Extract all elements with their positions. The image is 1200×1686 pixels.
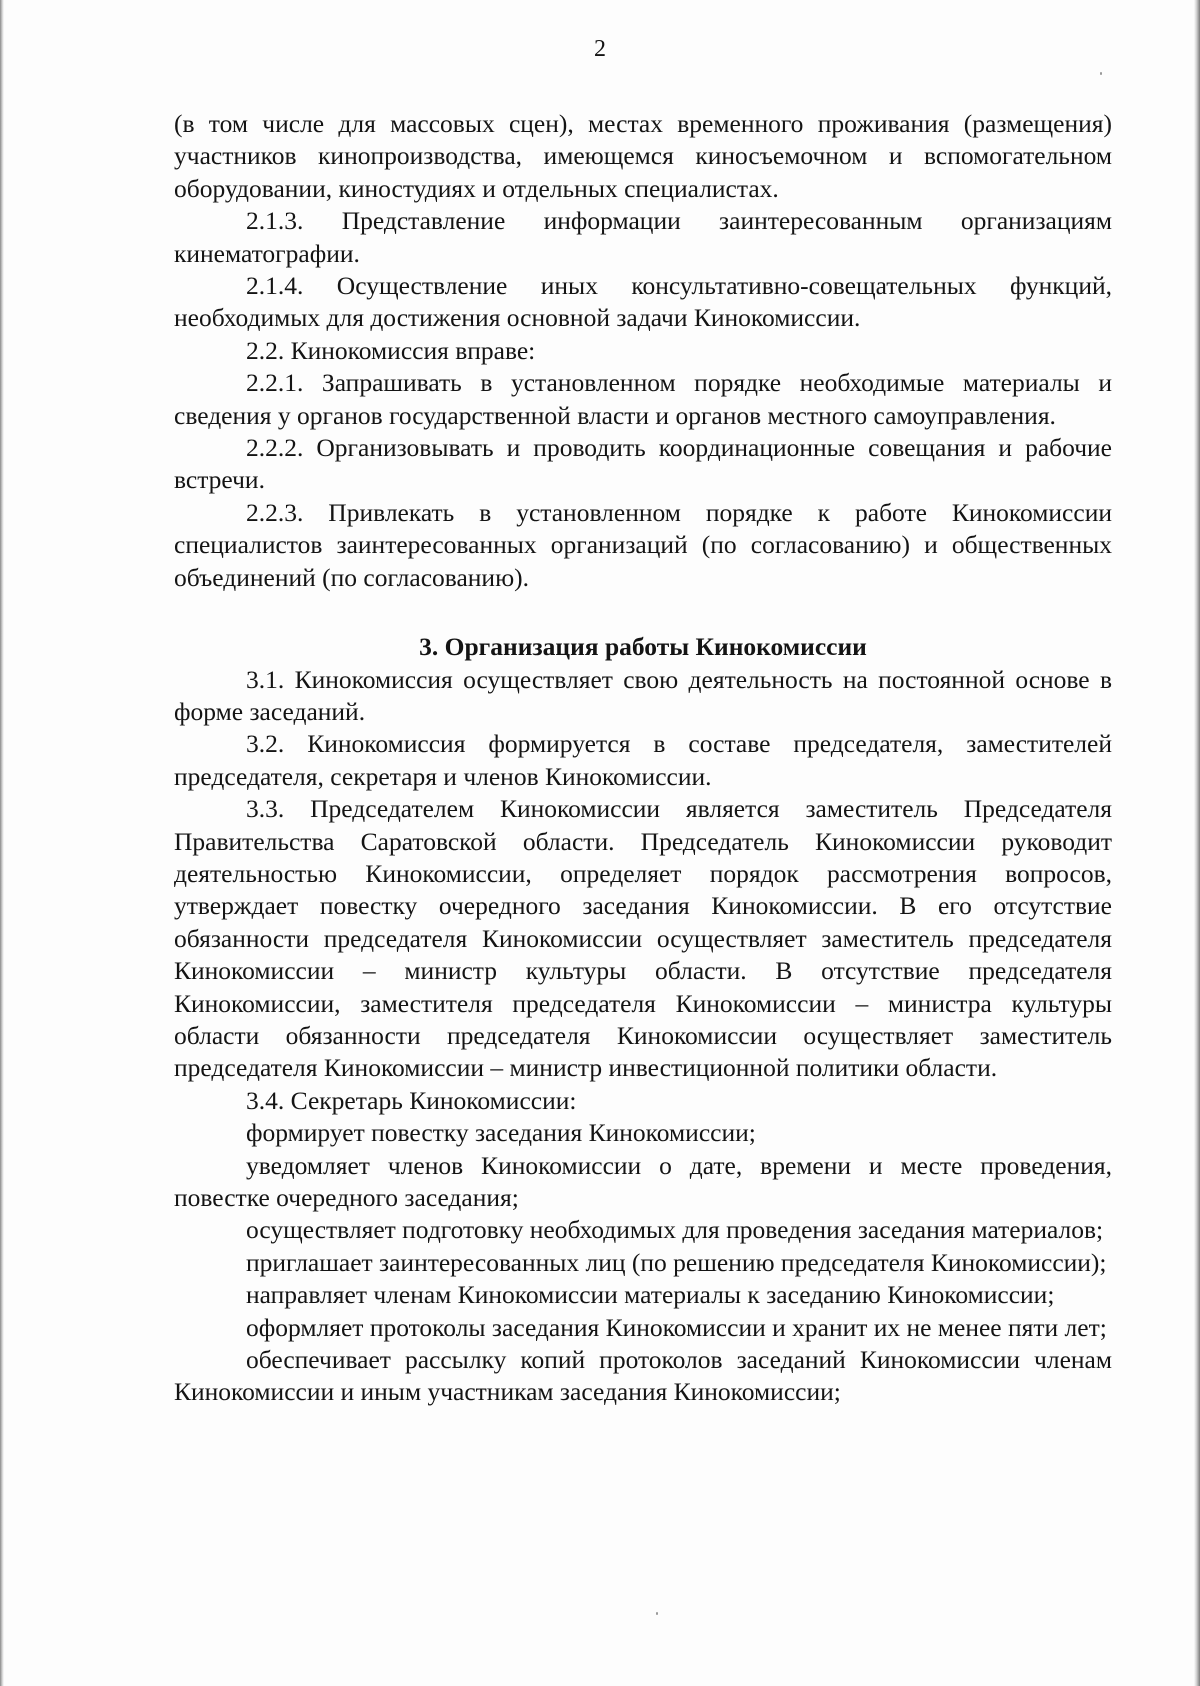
paragraphs-before-section xyxy=(174,108,1112,594)
paragraph: 3.2. Кинокомиссия формируется в составе председателя, заместителей председателя, секретаря и членов Кинокомиссии. xyxy=(174,729,1112,791)
paragraph: 2.2.1. Запрашивать в установленном порядке необходимые материалы и сведения у органов государственной власти и органов местного самоуправления. xyxy=(174,368,1112,430)
paragraph: 2.1.3. Представление информации заинтересованным организациям кинематографии. xyxy=(174,206,1112,268)
paragraph: направляет членам Кинокомиссии материалы к заседанию Кинокомиссии; xyxy=(246,1280,1055,1310)
paragraph: приглашает заинтересованных лиц (по решению председателя Кинокомиссии); xyxy=(246,1247,1107,1277)
paragraph: (в том числе для массовых сцен), местах временного проживания (размещения) участников кинопроизводства, имеющемся киносъемочном и вспомогательном оборудовании, киностудиях и отдельных специалистах. xyxy=(174,109,1112,203)
section-3-paragraphs xyxy=(174,664,1112,1409)
scan-edge-left xyxy=(0,0,4,1686)
scan-edge-right xyxy=(1194,0,1200,1686)
document-body xyxy=(174,108,1112,1409)
section-heading: 3. Организация работы Кинокомиссии xyxy=(419,632,867,662)
paragraph: формирует повестку заседания Кинокомиссии; xyxy=(246,1118,756,1148)
scan-speck xyxy=(1100,72,1102,75)
page-number: 2 xyxy=(594,36,606,62)
paragraph: 3.4. Секретарь Кинокомиссии: xyxy=(246,1085,577,1115)
paragraph: осуществляет подготовку необходимых для проведения заседания материалов; xyxy=(246,1215,1104,1245)
paragraph: 2.2.3. Привлекать в установленном порядке к работе Кинокомиссии специалистов заинтересованных организаций (по согласованию) и общественных объединений (по согласованию). xyxy=(174,497,1112,592)
paragraph: оформляет протоколы заседания Кинокомиссии и хранит их не менее пяти лет; xyxy=(246,1312,1107,1342)
paragraph: 2.2.2. Организовывать и проводить координационные совещания и рабочие встречи. xyxy=(174,433,1112,495)
paragraph: обеспечивает рассылку копий протоколов заседаний Кинокомиссии членам Кинокомиссии и иным участникам заседания Кинокомиссии; xyxy=(174,1345,1112,1407)
paragraph: уведомляет членов Кинокомиссии о дате, времени и месте проведения, повестке очередного заседания; xyxy=(174,1150,1112,1212)
paragraph: 2.2. Кинокомиссия вправе: xyxy=(246,335,536,365)
paragraph: 3.1. Кинокомиссия осуществляет свою деятельность на постоянной основе в форме заседаний. xyxy=(174,664,1112,726)
paragraph: 2.1.4. Осуществление иных консультативно-совещательных функций, необходимых для достижения основной задачи Кинокомиссии. xyxy=(174,271,1112,333)
paragraph: 3.3. Председателем Кинокомиссии является заместитель Председателя Правительства Саратовской области. Председатель Кинокомиссии руководит деятельностью Кинокомиссии, определяет порядок рассмотрения вопросов, утверждает повестку очередного заседания Кинокомиссии. В его отсутствие обязанности председателя Кинокомиссии осуществляет заместитель председателя Кинокомиссии – министр культуры области. В отсутствие председателя Кинокомиссии, заместителя председателя Кинокомиссии – министра культуры области обязанности председателя Кинокомиссии осуществляет заместитель председателя Кинокомиссии – министр инвестиционной политики области. xyxy=(174,794,1112,1083)
scan-speck xyxy=(656,1612,658,1615)
